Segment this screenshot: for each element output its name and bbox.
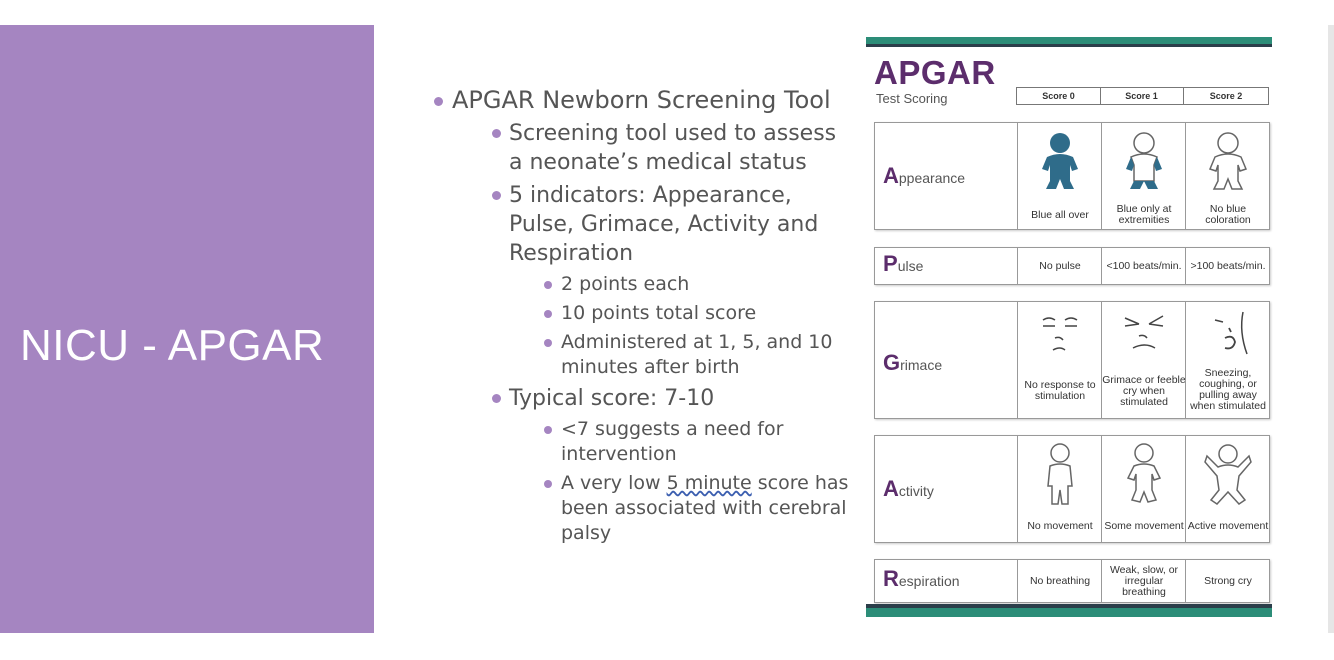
cell-respiration-0: No breathing (1017, 560, 1102, 602)
header-score-1: Score 1 (1100, 87, 1184, 105)
face-grimace-icon (1119, 308, 1169, 358)
cell-appearance-0: Blue all over (1017, 123, 1102, 229)
baby-some-movement-icon (1122, 442, 1166, 506)
cell-pulse-1: <100 beats/min. (1101, 248, 1186, 284)
cell-grimace-2: Sneezing, coughing, or pulling away when stimulated (1185, 302, 1270, 418)
header-score-0: Score 0 (1016, 87, 1101, 105)
bullet-cp-pre: A very low (561, 472, 667, 494)
criterion-grimace: Grimace (883, 350, 943, 375)
apgar-subtitle: Test Scoring (876, 91, 948, 106)
face-no-response-icon (1035, 308, 1085, 358)
row-grimace (874, 301, 1270, 419)
cell-pulse-0: No pulse (1017, 248, 1102, 284)
cell-appearance-2: No blue coloration (1185, 123, 1270, 229)
baby-limp-icon (1038, 442, 1082, 506)
row-pulse (874, 247, 1270, 285)
bullet-cp-underlined: 5 minute (666, 472, 752, 494)
slide-title: NICU - APGAR (20, 321, 325, 370)
criterion-appearance: Appearance (883, 163, 966, 188)
bottom-accent-bar (866, 608, 1272, 617)
cell-appearance-1: Blue only at extremities (1101, 123, 1186, 229)
cell-respiration-1: Weak, slow, or irregular breathing (1101, 560, 1186, 602)
top-accent-bar (866, 37, 1272, 44)
cell-grimace-0: No response to stimulation (1017, 302, 1102, 418)
title-band (0, 25, 374, 633)
scrollbar[interactable] (1328, 25, 1334, 633)
bullet-cerebral-palsy (432, 471, 852, 546)
apgar-title: APGAR (874, 54, 996, 91)
criterion-activity: Activity (883, 476, 934, 501)
cell-grimace-1: Grimace or feeble cry when stimulated (1101, 302, 1186, 418)
criterion-respiration: Respiration (883, 566, 960, 591)
bullet-sub-screening: Screening tool used to assess a neonate’s medical status (432, 119, 852, 177)
bullet-main: APGAR Newborn Screening Tool (432, 86, 852, 115)
baby-pink-icon (1206, 131, 1250, 191)
bullet-typical-score: Typical score: 7-10 (432, 384, 852, 413)
bullet-total-score: 10 points total score (432, 301, 852, 326)
cell-activity-1: Some movement (1101, 436, 1186, 542)
bullet-intervention: <7 suggests a need for intervention (432, 417, 852, 467)
row-activity (874, 435, 1270, 543)
cell-respiration-2: Strong cry (1185, 560, 1270, 602)
bullet-points-each: 2 points each (432, 272, 852, 297)
face-sneeze-icon (1203, 308, 1253, 358)
cell-activity-0: No movement (1017, 436, 1102, 542)
baby-blue-extremities-icon (1122, 131, 1166, 191)
bullet-sub-indicators: 5 indicators: Appearance, Pulse, Grimace, Activity and Respiration (432, 181, 852, 268)
bullet-cp-post: score has been associated with cerebral palsy (561, 472, 849, 544)
cell-pulse-2: >100 beats/min. (1185, 248, 1270, 284)
baby-blue-full-icon (1038, 131, 1082, 191)
bullet-list (432, 86, 852, 546)
criterion-pulse: Pulse (883, 251, 924, 276)
baby-active-icon (1203, 442, 1253, 506)
cell-activity-2: Active movement (1185, 436, 1270, 542)
row-appearance (874, 122, 1270, 230)
bullet-administered: Administered at 1, 5, and 10 minutes after birth (432, 330, 852, 380)
apgar-table-image (866, 37, 1273, 619)
row-respiration (874, 559, 1270, 603)
header-score-2: Score 2 (1184, 87, 1269, 105)
